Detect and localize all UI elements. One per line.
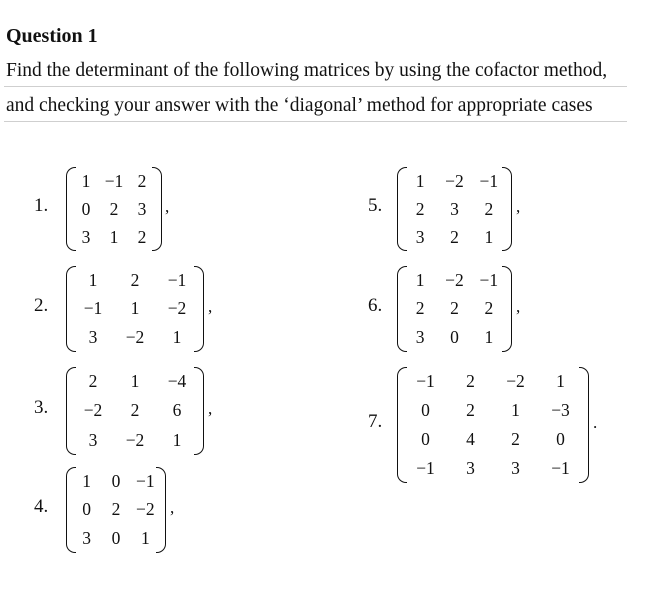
- matrix-cell: 4: [466, 429, 475, 449]
- matrix-cell: 2: [130, 269, 140, 290]
- matrix-cell: 3: [137, 198, 147, 219]
- matrix-cell: 3: [88, 429, 98, 450]
- matrix-cell: 2: [137, 170, 147, 191]
- matrix-cell: 1: [484, 226, 494, 247]
- problem-number: 6.: [368, 295, 383, 316]
- matrix-cell: −2: [506, 371, 525, 391]
- matrix-cell: 2: [466, 400, 475, 420]
- matrix-cell: −1: [416, 458, 435, 478]
- matrix-punctuation: ,: [165, 197, 170, 216]
- matrix: [66, 467, 166, 553]
- matrix-cell: 1: [81, 170, 91, 191]
- matrix-cell: 3: [415, 226, 425, 247]
- matrix-cell: 2: [450, 298, 459, 319]
- matrix-cell: 1: [130, 298, 140, 319]
- matrix-cell: 0: [81, 198, 91, 219]
- divider-line-1: [4, 86, 627, 87]
- matrix-cell: 3: [81, 226, 91, 247]
- instruction-line-2: and checking your answer with the ‘diagonal’ method for appropriate cases: [6, 95, 593, 116]
- matrix-cell: 1: [415, 170, 425, 191]
- matrix-cell: 2: [111, 499, 121, 520]
- matrix-cell: 2: [511, 429, 520, 449]
- matrix-cell: −1: [479, 170, 499, 191]
- matrix-cell: 2: [484, 198, 494, 219]
- instruction-line-1: Find the determinant of the following matrices by using the cofactor method,: [6, 60, 608, 81]
- problem-4: [34, 467, 184, 553]
- problem-6: [368, 266, 528, 352]
- matrix-cell: −1: [104, 170, 124, 191]
- matrix-cell: 1: [172, 429, 182, 450]
- matrix-cell: 1: [130, 371, 140, 392]
- matrix: [397, 266, 512, 352]
- matrix: [66, 167, 162, 251]
- matrix-cell: 3: [88, 327, 98, 348]
- problem-3: [34, 367, 214, 455]
- matrix-cell: −2: [445, 269, 464, 290]
- problem-5: [368, 167, 528, 251]
- problem-number: 2.: [34, 295, 49, 316]
- matrix-cell: 3: [415, 327, 425, 348]
- matrix-cell: −2: [125, 327, 145, 348]
- question-title: Question 1: [6, 25, 98, 47]
- matrix-cell: −2: [125, 429, 145, 450]
- problem-number: 7.: [368, 411, 383, 432]
- matrix-cell: 6: [172, 400, 182, 421]
- matrix-cell: −1: [479, 269, 499, 290]
- matrix: [397, 367, 589, 483]
- matrix-cell: 2: [466, 371, 475, 391]
- matrix: [66, 266, 204, 352]
- matrix-cell: 1: [484, 327, 494, 348]
- matrix-cell: 1: [140, 528, 150, 549]
- matrix-punctuation: ,: [208, 297, 213, 316]
- matrix-cell: −1: [551, 458, 570, 478]
- divider-line-2: [4, 121, 627, 122]
- matrix-cell: −1: [136, 470, 155, 491]
- problem-2: [34, 266, 214, 352]
- matrix-cell: −2: [445, 170, 464, 191]
- matrix-cell: 1: [511, 400, 520, 420]
- problem-1: [34, 167, 184, 251]
- matrix-cell: 3: [511, 458, 520, 478]
- matrix-cell: 2: [450, 226, 459, 247]
- matrix-cell: −1: [167, 269, 187, 290]
- matrix-cell: 2: [484, 298, 494, 319]
- matrix-cell: 3: [82, 528, 92, 549]
- matrix-cell: −2: [136, 499, 155, 520]
- matrix-cell: −1: [416, 371, 435, 391]
- matrix-cell: 1: [415, 269, 425, 290]
- problem-7: [368, 367, 608, 483]
- matrix-cell: 0: [421, 429, 430, 449]
- matrix-cell: 2: [415, 198, 425, 219]
- matrix-cell: −3: [551, 400, 570, 420]
- matrix-cell: 0: [82, 499, 92, 520]
- matrix-cell: 1: [556, 371, 565, 391]
- problem-number: 1.: [34, 195, 49, 216]
- matrix-cell: 0: [421, 400, 430, 420]
- matrix-punctuation: ,: [516, 197, 521, 216]
- matrix: [397, 167, 512, 251]
- matrix-cell: 0: [111, 470, 121, 491]
- matrix-punctuation: ,: [170, 498, 175, 517]
- matrix-cell: 1: [88, 269, 98, 290]
- matrix-punctuation: .: [593, 413, 598, 432]
- matrix-cell: 2: [130, 400, 140, 421]
- matrix-cell: −2: [167, 298, 187, 319]
- problem-number: 3.: [34, 397, 49, 418]
- matrix-cell: 1: [82, 470, 92, 491]
- matrix-cell: 3: [466, 458, 475, 478]
- matrix-punctuation: ,: [208, 399, 213, 418]
- matrix: [66, 367, 204, 455]
- problem-number: 5.: [368, 195, 383, 216]
- matrix-cell: 2: [415, 298, 425, 319]
- matrix-cell: −2: [83, 400, 103, 421]
- matrix-cell: 1: [109, 226, 119, 247]
- matrix-cell: 0: [556, 429, 565, 449]
- matrix-cell: 2: [88, 371, 98, 392]
- matrix-cell: −4: [167, 371, 187, 392]
- matrix-cell: 0: [111, 528, 121, 549]
- matrix-cell: 2: [137, 226, 147, 247]
- problem-number: 4.: [34, 496, 49, 517]
- matrix-cell: −1: [83, 298, 103, 319]
- matrix-punctuation: ,: [516, 297, 521, 316]
- matrix-cell: 3: [450, 198, 459, 219]
- matrix-cell: 2: [109, 198, 119, 219]
- matrix-cell: 1: [172, 327, 182, 348]
- matrix-cell: 0: [450, 327, 459, 348]
